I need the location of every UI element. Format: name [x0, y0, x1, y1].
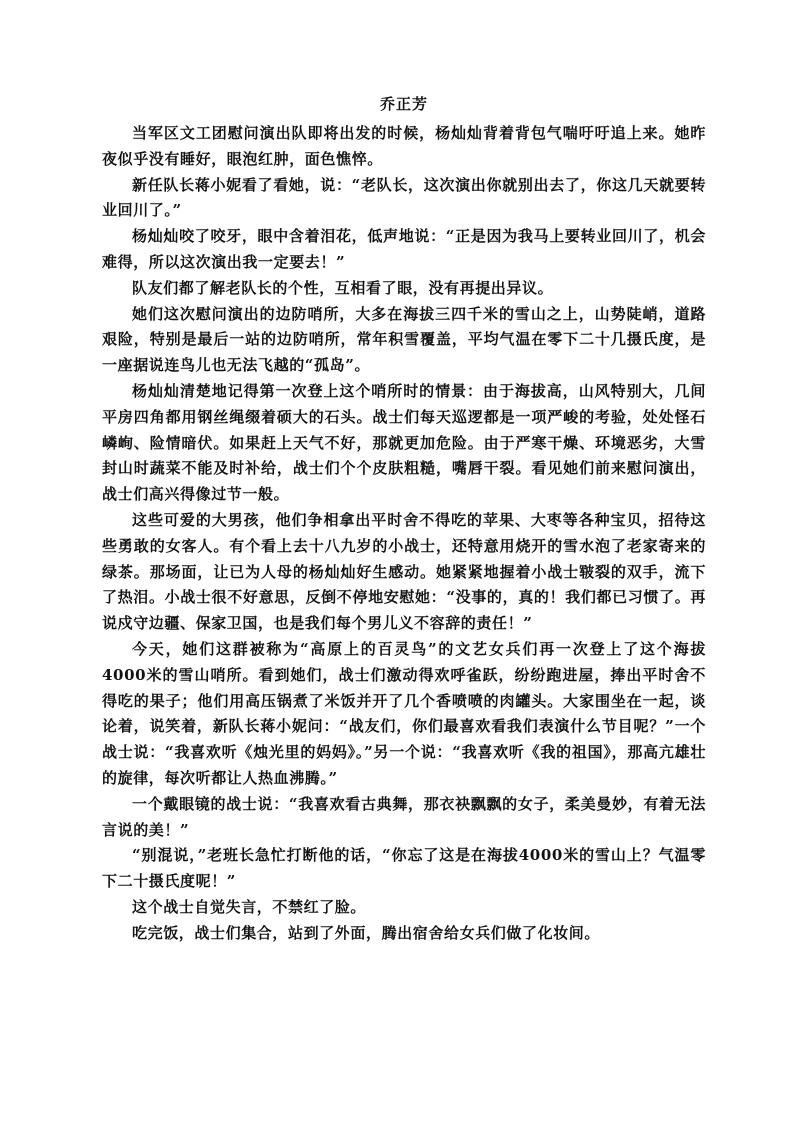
paragraph: 杨灿灿清楚地记得第一次登上这个哨所时的情景：由于海拔高，山风特别大，几间平房四角都用钢丝绳缀着硕大的石头。战士们每天巡逻都是一项严峻的考验，处处怪石嶙峋、险情暗伏。如果赶上天气不好，那就更加危险。由于严寒干燥、环境恶劣，大雪封山时蔬菜不能及时补给，战士们个个皮肤粗糙，嘴唇干裂。看见她们前来慰问演出，战士们高兴得像过节一般。 [102, 381, 706, 504]
paragraph: 当军区文工团慰问演出队即将出发的时候，杨灿灿背着背包气喘吁吁追上来。她昨夜似乎没有睡好，眼泡红肿，面色憔悴。 [102, 124, 706, 168]
document-page [102, 93, 706, 947]
document-title: 乔正芳 [379, 95, 428, 113]
paragraph: 杨灿灿咬了咬牙，眼中含着泪花，低声地说：“正是因为我马上要转业回川了，机会难得，所以这次演出我一定要去！” [102, 227, 706, 271]
paragraph: 吃完饭，战士们集合，站到了外面，腾出宿舍给女兵们做了化妆间。 [132, 923, 601, 942]
paragraph: “别混说，”老班长急忙打断他的话，“你忘了这是在海拔4000米的雪山上？气温零下二十摄氏度呢！” [102, 846, 706, 891]
paragraph: 这个战士自觉失言，不禁红了脸。 [132, 897, 367, 916]
paragraph: 队友们都了解老队长的个性，互相看了眼，没有再提出异议。 [132, 278, 554, 297]
paragraph: 这些可爱的大男孩，他们争相拿出平时舍不得吃的苹果、大枣等各种宝贝，招待这些勇敢的女客人。有个看上去十八九岁的小战士，还特意用烧开的雪水泡了老家寄来的绿茶。那场面，让已为人母的杨灿灿好生感动。她紧紧地握着小战士皲裂的双手，流下了热泪。小战士很不好意思，反倒不停地安慰她：“没事的，真的！我们都已习惯了。再说戍守边疆、保家卫国，也是我们每个男儿义不容辞的责任！” [102, 510, 706, 633]
paragraph: 她们这次慰问演出的边防哨所，大多在海拔三四千米的雪山之上，山势陡峭，道路艰险，特别是最后一站的边防哨所，常年积雪覆盖，平均气温在零下二十几摄氏度，是一座据说连鸟儿也无法飞越的“孤岛”。 [102, 304, 706, 375]
paragraph: 今天，她们这群被称为“高原上的百灵鸟”的文艺女兵们再一次登上了这个海拔4000米的雪山哨所。看到她们，战士们激动得欢呼雀跃，纷纷跑进屋，捧出平时舍不得吃的果子；他们用高压锅煮了米饭并开了几个香喷喷的肉罐头。大家围坐在一起，谈论着，说笑着，新队长蒋小妮问：“战友们，你们最喜欢看我们表演什么节目呢？”一个战士说：“我喜欢听《烛光里的妈妈》。”另一个说：“我喜欢听《我的祖国》，那高亢雄壮的旋律，每次听都让人热血沸腾。” [102, 639, 706, 787]
paragraph: 一个戴眼镜的战士说：“我喜欢看古典舞，那衣袂飘飘的女子，柔美曼妙，有着无法言说的美！” [102, 794, 706, 839]
paragraph: 新任队长蒋小妮看了看她，说：“老队长，这次演出你就别出去了，你这几天就要转业回川了。” [102, 175, 706, 220]
